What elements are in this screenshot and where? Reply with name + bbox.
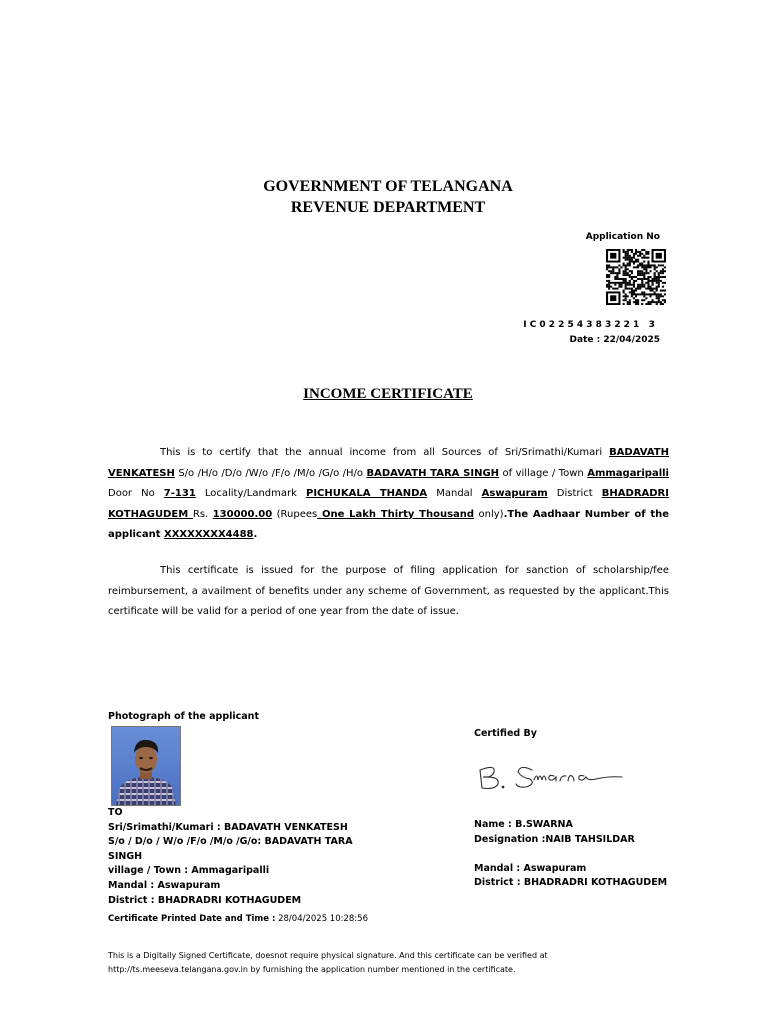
issue-date — [480, 335, 660, 345]
village-name: Ammagaripalli — [587, 467, 669, 479]
text-segment: This is to certify that the annual income from all Sources of Sri/Srimathi/Kumari — [160, 447, 610, 458]
income-amount: 130000.00 — [212, 508, 273, 520]
qr-code-icon — [606, 249, 666, 305]
relative-name: BADAVATH TARA SINGH — [366, 467, 500, 479]
text-segment: S/o /H/o /D/o /W/o /F/o /M/o /G/o /H/o — [174, 467, 367, 479]
date-label: Date : — [569, 335, 601, 345]
recipient-mandal: Mandal : Aswapuram — [108, 879, 221, 891]
officer-name: Name : B.SWARNA — [474, 819, 573, 830]
text-segment: Door No — [108, 488, 164, 499]
spacer — [474, 847, 714, 862]
applicant-name: BADAVATH VENKATESH — [108, 447, 669, 479]
date-value: 22/04/2025 — [603, 335, 660, 345]
recipient-village: village / Town : Ammagaripalli — [108, 865, 270, 877]
officer-details-block — [474, 818, 714, 891]
text-segment: only) — [474, 508, 504, 520]
certification-paragraph — [108, 443, 669, 546]
recipient-address-block — [108, 806, 373, 908]
certified-by-label: Certified By — [474, 728, 537, 739]
district-name: BHADRADRI KOTHAGUDEM — [108, 488, 669, 520]
locality-name: PICHUKALA THANDA — [305, 488, 428, 499]
recipient-district: District : BHADRADRI KOTHAGUDEM — [108, 894, 302, 906]
department-header — [0, 176, 768, 218]
application-no-label: Application No — [585, 232, 660, 242]
footer-line-1: This is a Digitally Signed Certificate, doesnot require physical signature. And this certificate can be verified at — [108, 951, 548, 960]
text-segment: .The Aadhaar Number of the applicant — [108, 508, 670, 540]
text-segment: Mandal — [427, 488, 482, 499]
application-number: IC02254383221 3 — [523, 320, 658, 330]
photo-label: Photograph of the applicant — [108, 711, 259, 722]
government-title: GOVERNMENT OF TELANGANA — [263, 178, 513, 195]
text-segment: (Rupees — [272, 508, 318, 520]
text-segment: Rs. — [192, 508, 213, 520]
text-segment: Locality/Landmark — [195, 488, 306, 499]
footer-line-2: http://ts.meeseva.telangana.gov.in by furnishing the application number mentioned in the certificate. — [108, 965, 516, 974]
to-label: TO — [108, 807, 123, 818]
mandal-name: Aswapuram — [481, 488, 548, 499]
officer-signature — [474, 752, 624, 792]
officer-district: District : BHADRADRI KOTHAGUDEM — [474, 877, 668, 889]
printed-datetime — [108, 914, 368, 924]
officer-mandal: Mandal : Aswapuram — [474, 862, 587, 874]
printed-value: 28/04/2025 10:28:56 — [275, 914, 368, 924]
aadhaar-number: XXXXXXXX4488 — [163, 529, 254, 540]
purpose-paragraph: This certificate is issued for the purpose of filing application for sanction of scholarship/fee reimbursement, a availment of benefits under any scheme of Government, as requested by the applicant.This certificate will be valid for a period of one year from the date of issue. — [108, 565, 669, 617]
digital-signature-note — [108, 949, 628, 977]
department-title: REVENUE DEPARTMENT — [290, 199, 486, 216]
door-number: 7-131 — [163, 488, 196, 499]
text-segment: District — [547, 488, 602, 499]
recipient-relation: S/o / D/o / W/o /F/o /M/o /G/o: BADAVATH TARA SINGH — [108, 836, 353, 862]
printed-label: Certificate Printed Date and Time : — [108, 914, 276, 924]
applicant-photo — [111, 726, 181, 806]
certificate-title: INCOME CERTIFICATE — [303, 386, 473, 402]
officer-designation: Designation :NAIB TAHSILDAR — [474, 833, 635, 845]
recipient-name: Sri/Srimathi/Kumari : BADAVATH VENKATESH — [108, 821, 348, 833]
text-segment: . — [253, 529, 258, 540]
income-amount-words: One Lakh Thirty Thousand — [317, 508, 475, 520]
text-segment: of village / Town — [499, 467, 588, 479]
